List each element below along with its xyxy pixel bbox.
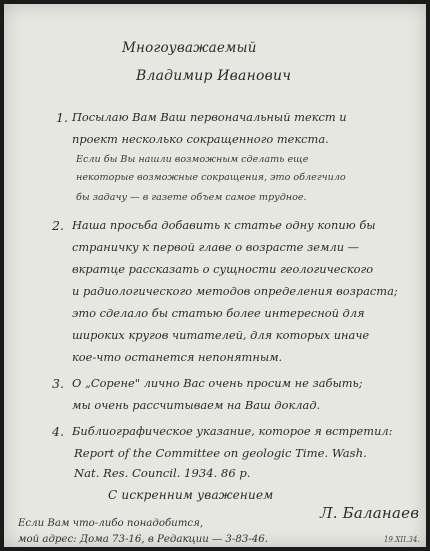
item-2-line-2: страничку к первой главе о возрасте земли — bbox=[72, 240, 360, 254]
item-4-line-3: Nat. Res. Council. 1934. 86 p. bbox=[74, 466, 251, 480]
item-2-line-6: широких кругов читателей, для которых иначе bbox=[72, 328, 370, 342]
letter-page bbox=[4, 4, 426, 547]
item-3-number: 3. bbox=[52, 376, 64, 391]
item-2-line-4: и радиологического методов определения возраста; bbox=[72, 284, 398, 298]
item-1-line-4: некоторые возможные сокращения, это облегчило bbox=[76, 172, 346, 183]
item-2-line-5: это сделало бы статью более интересной для bbox=[72, 306, 365, 320]
item-4-line-2: Report of the Committee on geologic Time. Wash. bbox=[74, 446, 367, 460]
item-1-number: 1. bbox=[56, 110, 68, 125]
item-1-line-1: Посылаю Вам Ваш первоначальный текст и bbox=[72, 110, 347, 124]
date: 19.XII.34. bbox=[384, 534, 420, 544]
item-1-line-3: Если бы Вы нашли возможным сделать еще bbox=[76, 154, 309, 165]
footer-line-2: мой адрес: Дома 73-16, в Редакции — 3-83-46. bbox=[18, 534, 268, 545]
item-2-line-3: вкратце рассказать о сущности геологического bbox=[72, 262, 374, 276]
item-2-line-7: кое-что останется непонятным. bbox=[72, 350, 283, 364]
salutation-line-2: Владимир Иванович bbox=[136, 68, 292, 84]
closing-phrase: С искренним уважением bbox=[108, 488, 274, 502]
signature: Л. Баланаев bbox=[320, 504, 420, 522]
item-2-number: 2. bbox=[52, 218, 64, 233]
item-3-line-2: мы очень рассчитываем на Ваш доклад. bbox=[72, 398, 321, 412]
footer-line-1: Если Вам что-либо понадобится, bbox=[18, 518, 204, 529]
item-1-line-5: бы задачу — в газете объем самое трудное. bbox=[76, 192, 307, 203]
item-1-line-2: проект несколько сокращенного текста. bbox=[72, 132, 329, 146]
item-2-line-1: Наша просьба добавить к статье одну копию бы bbox=[72, 218, 376, 232]
item-4-line-1: Библиографическое указание, которое я встретил: bbox=[72, 424, 393, 438]
item-4-number: 4. bbox=[52, 424, 64, 439]
item-3-line-1: О „Сорене" лично Вас очень просим не забыть; bbox=[72, 376, 363, 390]
salutation-line-1: Многоуважаемый bbox=[122, 40, 257, 56]
